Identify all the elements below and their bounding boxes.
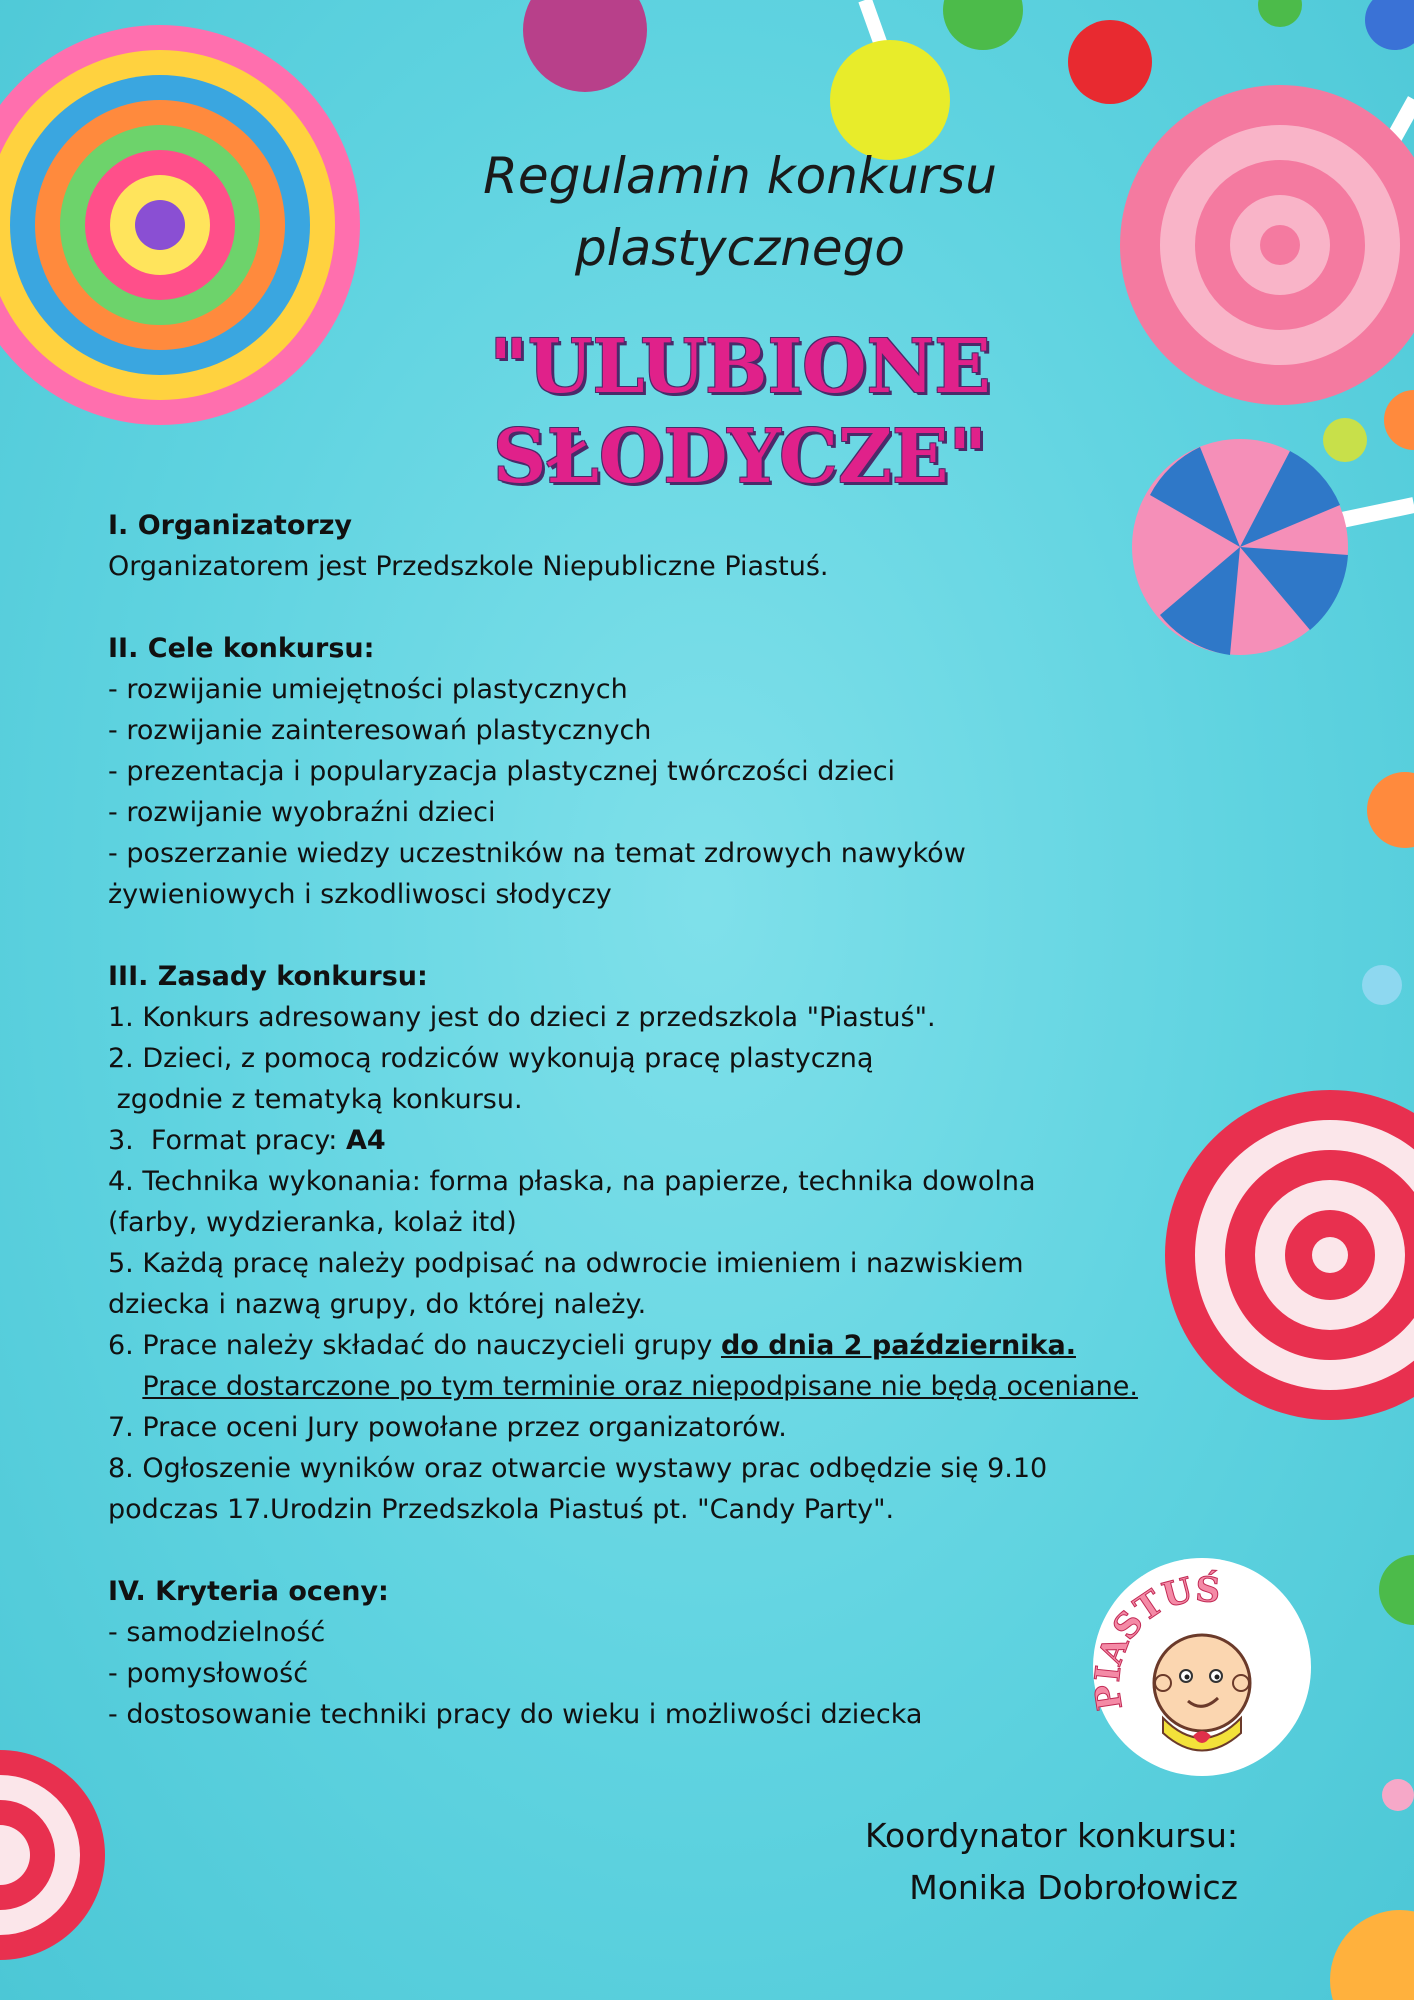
contest-name-line-2: SŁODYCZE" (492, 414, 987, 500)
rules-content (108, 505, 1218, 1735)
criteria-item: - samodzielność (108, 1617, 326, 1648)
section-organizers-heading: I. Organizatorzy (108, 510, 353, 541)
section-organizers-text: Organizatorem jest Przedszkole Niepubliczne Piastuś. (108, 551, 829, 582)
rule-item: 1. Konkurs adresowany jest do dzieci z przedszkola "Piastuś". (108, 1002, 936, 1033)
coordinator-name: Monika Dobrołowicz (909, 1868, 1238, 1907)
goal-item: - rozwijanie umiejętności plastycznych (108, 674, 628, 705)
rule-item-continued: podczas 17.Urodzin Przedszkola Piastuś pt. "Candy Party". (108, 1494, 895, 1525)
coordinator-block (865, 1810, 1238, 1914)
rule-deadline-date: do dnia 2 października. (720, 1330, 1076, 1361)
goal-item: - prezentacja i popularyzacja plastycznej twórczości dzieci (108, 756, 896, 787)
rule-item-continued: dziecka i nazwą grupy, do której należy. (108, 1289, 647, 1320)
rule-item-continued: (farby, wydzieranka, kolaż itd) (108, 1207, 517, 1238)
page-title (430, 140, 1050, 284)
title-line-1: Regulamin konkursu (483, 147, 997, 205)
section-goals-heading: II. Cele konkursu: (108, 633, 375, 664)
contest-name-line-1: "ULUBIONE (489, 324, 991, 410)
rule-item (108, 1120, 1218, 1161)
piastus-logo (1093, 1558, 1311, 1776)
contest-name (470, 322, 1010, 502)
goal-item: - rozwijanie zainteresowań plastycznych (108, 715, 652, 746)
goal-item-continued: żywieniowych i szkodliwosci słodyczy (108, 879, 612, 910)
rule-item: 5. Każdą pracę należy podpisać na odwrocie imieniem i nazwiskiem (108, 1248, 1024, 1279)
section-rules-heading: III. Zasady konkursu: (108, 961, 428, 992)
section-criteria-heading: IV. Kryteria oceny: (108, 1576, 389, 1607)
logo-text: ASTUŚ (1093, 1569, 1222, 1670)
rule-indent (108, 1371, 142, 1402)
criteria-item: - dostosowanie techniki pracy do wieku i możliwości dziecka (108, 1699, 923, 1730)
title-line-2: plastycznego (574, 219, 906, 277)
rule-format-label: 3. Format pracy: (108, 1125, 346, 1156)
rule-format-value: A4 (345, 1125, 386, 1156)
rule-deadline-label: 6. Prace należy składać do nauczycieli grupy (108, 1330, 721, 1361)
rule-late-warning: Prace dostarczone po tym terminie oraz niepodpisane nie będą oceniane. (142, 1371, 1138, 1402)
rule-item-continued: zgodnie z tematyką konkursu. (108, 1084, 523, 1115)
criteria-item: - pomysłowość (108, 1658, 309, 1689)
piastus-logo-icon (1093, 1558, 1311, 1776)
rule-item (108, 1325, 1218, 1366)
rule-item: 8. Ogłoszenie wyników oraz otwarcie wystawy prac odbędzie się 9.10 (108, 1453, 1048, 1484)
rule-item: 7. Prace oceni Jury powołane przez organizatorów. (108, 1412, 787, 1443)
coordinator-label: Koordynator konkursu: (864, 1816, 1238, 1855)
rule-item-continued (108, 1366, 1218, 1407)
goal-item: - rozwijanie wyobraźni dzieci (108, 797, 496, 828)
rule-item: 2. Dzieci, z pomocą rodziców wykonują pracę plastyczną (108, 1043, 874, 1074)
goal-item: - poszerzanie wiedzy uczestników na temat zdrowych nawyków (108, 838, 966, 869)
rule-item: 4. Technika wykonania: forma płaska, na papierze, technika dowolna (108, 1166, 1036, 1197)
